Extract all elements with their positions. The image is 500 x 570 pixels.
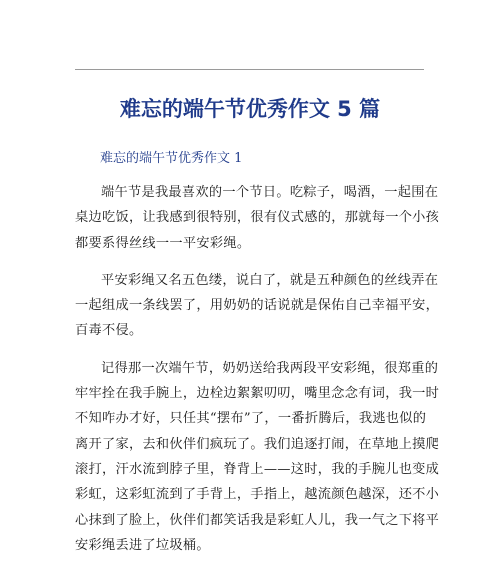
- paragraph-line: 记得那一次端午节，奶奶送给我两段平安彩绳，很郑重的: [101, 360, 439, 376]
- paragraph-line: 百毒不侵。: [75, 323, 143, 339]
- document-title: 难忘的端午节优秀作文 5 篇: [119, 97, 381, 122]
- paragraph-line: 平安彩绳又名五色缕，说白了，就是五种颜色的丝线弄在: [101, 272, 439, 288]
- paragraph-line: 都要系得丝线一一平安彩绳。: [75, 235, 251, 251]
- paragraph-line: 滚打，汗水流到脖子里，脊背上——这时，我的手腕儿也变成: [75, 461, 440, 477]
- paragraph-line: 桌边吃饭，让我感到很特别，很有仪式感的，那就每一个小孩: [75, 210, 440, 226]
- paragraph-line: 安彩绳丢进了垃圾桶。: [75, 537, 210, 553]
- paragraph-line: 端午节是我最喜欢的一个节日。吃粽子，喝酒，一起围在: [101, 185, 439, 200]
- section-heading: 难忘的端午节优秀作文 1: [100, 151, 243, 166]
- paragraph-3: [75, 356, 440, 558]
- header-divider: [75, 69, 424, 70]
- paragraph-line: 一起组成一条线罢了，用奶奶的话说就是保佑自己幸福平安，: [75, 298, 440, 314]
- article-body: [75, 180, 440, 570]
- paragraph-line: 离开了家，去和伙伴们疯玩了。我们追逐打闹，在草地上摸爬: [75, 436, 440, 452]
- paragraph-line: 心抹到了脸上，伙伴们都笑话我是彩虹人儿，我一气之下将平: [75, 512, 440, 528]
- paragraph-line: 牢牢拴在我手腕上，边栓边絮絮叨叨，嘴里念念有词，我一时: [75, 386, 440, 402]
- paragraph-line: 不知咋办才好，只任其“摆布”了，一番折腾后，我逃也似的: [75, 411, 427, 427]
- paragraph-2: [75, 268, 440, 344]
- paragraph-line: 彩虹，这彩虹流到了手背上，手指上，越流颜色越深，还不小: [75, 487, 440, 503]
- paragraph-1: [75, 180, 440, 256]
